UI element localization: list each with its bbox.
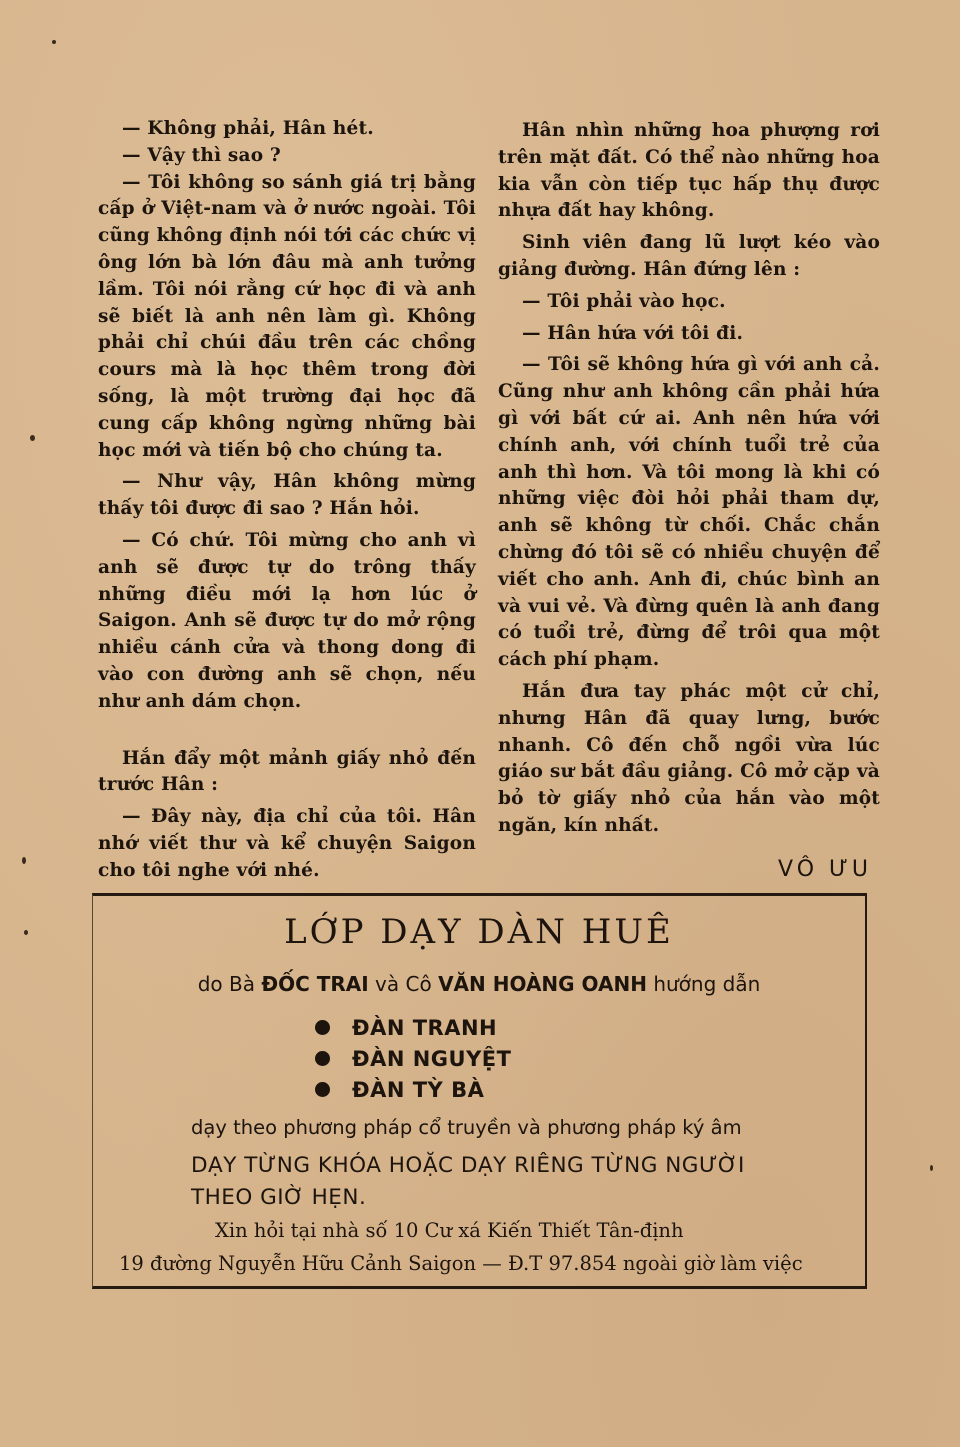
article-paragraph: — Tôi sẽ không hứa gì với anh cả. Cũng như anh không cần phải hứa gì với bất cứ ai. Anh nên hứa với chính anh, với chính tuổi trẻ của anh thì hơn. Và tôi mong là khi có những việc đòi hỏi phải tham dự, anh sẽ không từ chối. Chắc chắn chừng đó tôi sẽ có nhiều chuyện để viết cho anh. Anh đi, chúc bình an và vui vẻ. Và đừng quên là anh đang có tuổi trẻ, đừng để trôi qua một cách phí phạm.: [498, 354, 880, 671]
ad-title: LỚP DẠY DÀN HUÊ: [284, 912, 674, 952]
article-paragraph: Sinh viên đang lũ lượt kéo vào giảng đường. Hân đứng lên :: [498, 232, 880, 280]
bullet-icon: [315, 1051, 330, 1066]
article-author: VÔ ƯU: [778, 857, 872, 882]
article-paragraph: — Hân hứa với tôi đi.: [522, 322, 744, 344]
ad-method-text: dạy theo phương pháp cổ truyền và phương pháp ký âm: [191, 1116, 742, 1139]
article-paragraph: — Không phải, Hân hét.: [122, 118, 374, 139]
article-paragraph: — Có chứ. Tôi mừng cho anh vì anh sẽ được tự do trông thấy những điều mới lạ hơn lúc ở Saigon. Anh sẽ được tự do mở rộng nhiều cánh cửa và thong dong đi vào con đường anh sẽ chọn, nếu như anh dám chọn.: [98, 529, 476, 712]
ad-subtitle-suffix: hướng dẫn: [646, 972, 761, 996]
paper-speck: [22, 857, 26, 864]
bullet-icon: [315, 1020, 330, 1035]
ad-instructor-2: VĂN HOÀNG OANH: [438, 972, 647, 996]
instrument-label: ĐÀN NGUYỆT: [352, 1046, 512, 1071]
ad-subtitle: [93, 972, 865, 996]
article-paragraph: — Tôi không so sánh giá trị bằng cấp ở Việt-nam và ở nước ngoài. Tôi cũng không định nói tới các chức vị ông lớn bà lớn đâu mà anh tưởng lầm. Tôi nói rằng cứ học đi và anh sẽ biết là anh nên làm gì. Không phải chỉ chúi đầu trên các chồng cours mà là học thêm trong đời sống, là một trường đại học đã cung cấp không ngừng những bài học mới và tiến bộ cho chúng ta.: [98, 171, 476, 461]
article-paragraph: — Tôi phải vào học.: [522, 290, 726, 312]
ad-schedule-text: DẠY TỪNG KHÓA HOẶC DẠY RIÊNG TỪNG NGƯỜI THEO GIỜ HẸN.: [191, 1153, 745, 1210]
paper-speck: [30, 435, 35, 441]
advertisement-box: [92, 893, 867, 1289]
instrument-label: ĐÀN TỲ BÀ: [352, 1077, 485, 1102]
bullet-icon: [315, 1082, 330, 1097]
list-item: [315, 1074, 511, 1105]
ad-address-text: 19 đường Nguyễn Hữu Cảnh Saigon — Đ.T 97.854 ngoài giờ làm việc: [119, 1252, 803, 1275]
paper-speck: [52, 40, 56, 44]
article-paragraph: Hân nhìn những hoa phượng rơi trên mặt đất. Có thể nào những hoa kia vẫn còn tiếp tục hấp thụ được nhựa đất hay không.: [498, 120, 880, 222]
ad-inquiry-text: Xin hỏi tại nhà số 10 Cư xá Kiến Thiết Tân-định: [215, 1219, 684, 1242]
article-paragraph: — Vậy thì sao ?: [122, 144, 281, 166]
article-paragraph: Hắn đẩy một mảnh giấy nhỏ đến trước Hân :: [98, 747, 476, 796]
paper-speck: [24, 930, 28, 935]
article-paragraph: Hắn đưa tay phác một cử chỉ, nhưng Hân đã quay lưng, bước nhanh. Cô đến chỗ ngồi vừa lúc giáo sư bắt đầu giảng. Cô mở cặp và bỏ tờ giấy nhỏ của hắn vào một ngăn, kín nhất.: [498, 680, 880, 836]
paper-speck: [930, 1165, 933, 1171]
ad-instrument-list: [315, 1012, 511, 1105]
ad-subtitle-mid: và Cô: [368, 972, 439, 996]
article-left-column: [98, 116, 476, 885]
ad-subtitle-prefix: do Bà: [197, 972, 262, 996]
list-item: [315, 1043, 511, 1074]
instrument-label: ĐÀN TRANH: [352, 1015, 498, 1040]
list-item: [315, 1012, 511, 1043]
article-paragraph: — Như vậy, Hân không mừng thấy tôi được đi sao ? Hắn hỏi.: [98, 471, 476, 520]
article-paragraph: — Đây này, địa chỉ của tôi. Hân nhớ viết thư và kể chuyện Saigon cho tôi nghe với nhé.: [98, 806, 476, 881]
ad-instructor-1: ĐỐC TRAI: [261, 972, 369, 996]
article-right-column: [498, 118, 880, 840]
